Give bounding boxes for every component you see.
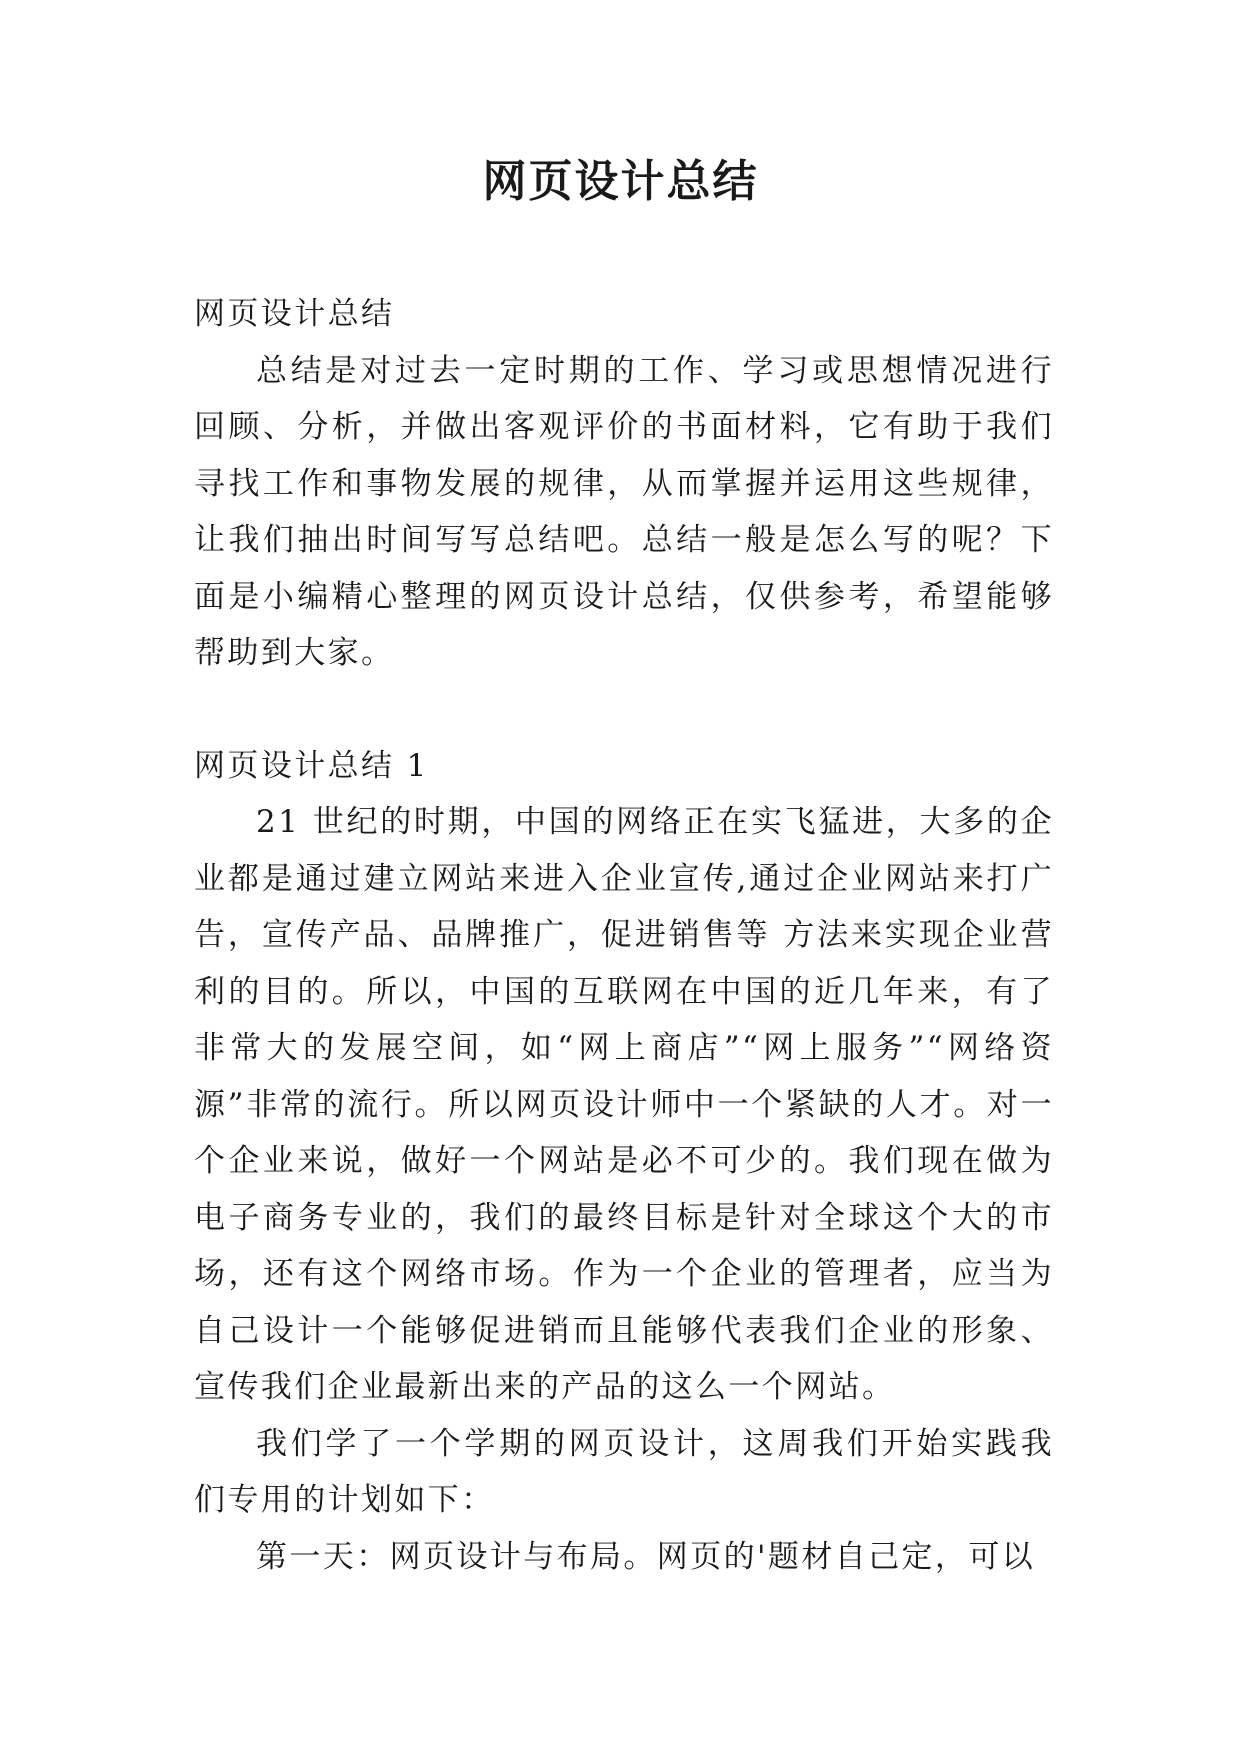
section-heading-1: 网页设计总结 1 bbox=[194, 747, 429, 784]
intro-paragraph: 总结是对过去一定时期的工作、学习或思想情况进行回顾、分析，并做出客观评价的书面材料，它有助于我们寻找工作和事物发展的规律，从而掌握并运用这些规律，让我们抽出时间写写总结吧。总结一般是怎么写的呢？下面是小编精心整理的网页设计总结，仅供参考，希望能够帮助到大家。 bbox=[194, 352, 1054, 671]
document-title: 网页设计总结 bbox=[482, 156, 759, 207]
section-1-paragraph-3: 第一天：网页设计与布局。网页的'题材自己定，可以 bbox=[256, 1538, 1036, 1575]
section-1-paragraph-2: 我们学了一个学期的网页设计，这周我们开始实践我们专用的计划如下： bbox=[194, 1425, 1054, 1518]
intro-heading: 网页设计总结 bbox=[194, 296, 395, 332]
section-1-paragraph-1: 21 世纪的时期，中国的网络正在实飞猛进，大多的企业都是通过建立网站来进入企业宣传,通过企业网站来打广告，宣传产品、品牌推广，促进销售等 方法来实现企业营利的目的。所以，中国的互联网在中国的近几年来，有了非常大的发展空间，如“网上商店”“网上服务”“网络资源”非常的流行。所以网页设计师中一个紧缺的人才。对一个企业来说，做好一个网站是必不可少的。我们现在做为电子商务专业的，我们的最终目标是针对全球这个大的市场，还有这个网络市场。作为一个企业的管理者，应当为自己设计一个能够促进销而且能够代表我们企业的形象、宣传我们企业最新出来的产品的这么一个网站。 bbox=[194, 804, 1054, 1405]
document-body bbox=[194, 286, 1054, 1585]
